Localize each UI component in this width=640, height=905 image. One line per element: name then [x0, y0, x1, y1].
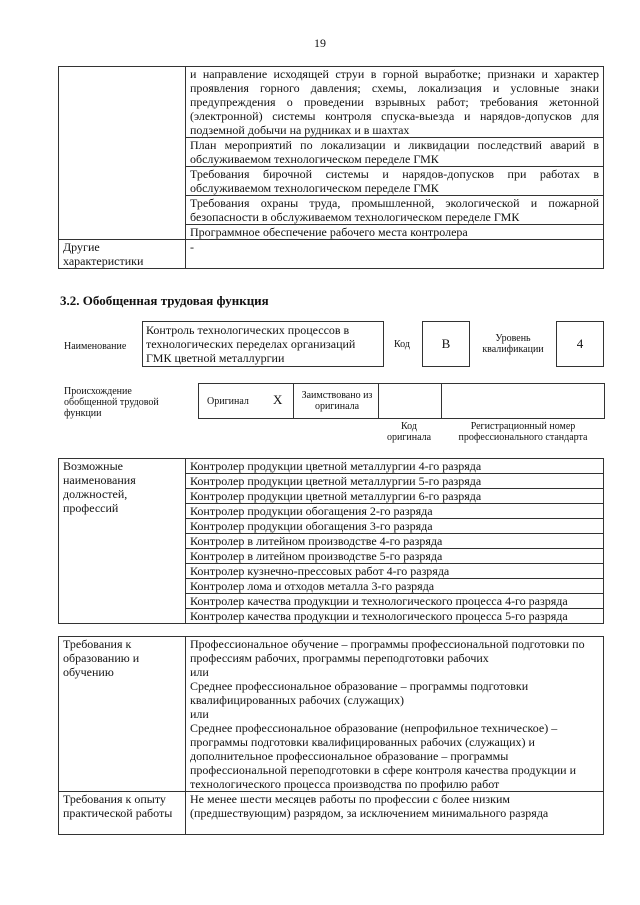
job-titles-table: [58, 458, 604, 624]
reg-number-label: Регистрационный номер профессионального стандарта: [458, 421, 588, 443]
knowledge-row: Требования бирочной системы и нарядов-допусков при работах в обслуживаемом технологическом переделе ГМК: [186, 167, 604, 196]
job-title-item: Контролер в литейном производстве 4-го разряда: [186, 534, 604, 549]
education-cell: [186, 637, 604, 792]
origin-label: Происхождение обобщенной трудовой функции: [64, 386, 159, 419]
education-or-1: или: [190, 665, 209, 679]
job-title-item: Контролер продукции обогащения 3-го разряда: [186, 519, 604, 534]
other-characteristics-value: -: [186, 240, 604, 269]
job-title-item: Контролер в литейном производстве 5-го разряда: [186, 549, 604, 564]
original-mark: X: [273, 392, 283, 407]
original-label: Оригинал: [207, 396, 249, 407]
level-value: 4: [576, 336, 584, 351]
knowledge-table: [58, 66, 604, 269]
requirements-table: [58, 636, 604, 835]
original-box: [198, 383, 294, 419]
education-text-1: Профессиональное обучение – программы профессиональной подготовки по профессиям рабочих, программы переподготовки рабочих: [190, 637, 585, 665]
name-value: Контроль технологических процессов в технологических переделах организаций ГМК цветной металлургии: [146, 323, 356, 365]
section-title: 3.2. Обобщенная трудовая функция: [60, 293, 269, 308]
borrowed-box: [293, 383, 379, 419]
job-title-item: Контролер качества продукции и технологического процесса 4-го разряда: [186, 594, 604, 609]
reg-number-box: [441, 383, 605, 419]
page-number: 19: [314, 36, 326, 50]
knowledge-row: Требования охраны труда, промышленной, экологической и пожарной безопасности в обслуживаемом технологическом переделе ГМК: [186, 196, 604, 225]
code-label: Код: [394, 339, 410, 350]
education-text-3: Среднее профессиональное образование (непрофильное техническое) – программы подготовки квалифицированных рабочих (служащих) и дополнительное профессиональное образование – программы профессиональной переподготовки в сфере контроля качества продукции и технологического процесса производства по профилю работ: [190, 721, 576, 791]
knowledge-row: План мероприятий по локализации и ликвидации последствий аварий в обслуживаемом технологическом переделе ГМК: [186, 138, 604, 167]
job-title-item: Контролер продукции цветной металлургии 6-го разряда: [186, 489, 604, 504]
code-original-label: Код оригинала: [386, 421, 432, 443]
education-label: Требования к образованию и обучению: [59, 637, 186, 792]
level-box: [556, 321, 604, 367]
code-value: B: [441, 336, 451, 351]
other-characteristics-label: Другие характеристики: [59, 240, 186, 269]
level-label: Уровень квалификации: [482, 333, 544, 355]
code-box: [422, 321, 470, 367]
job-titles-label: Возможные наименования должностей, профессий: [59, 459, 186, 624]
education-or-2: или: [190, 707, 209, 721]
code-original-box: [378, 383, 442, 419]
job-title-item: Контролер продукции обогащения 2-го разряда: [186, 504, 604, 519]
education-text-2: Среднее профессиональное образование – программы подготовки квалифицированных рабочих (служащих): [190, 679, 529, 707]
job-title-item: Контролер лома и отходов металла 3-го разряда: [186, 579, 604, 594]
experience-label: Требования к опыту практической работы: [59, 792, 186, 835]
knowledge-row: Программное обеспечение рабочего места контролера: [186, 225, 604, 240]
job-title-item: Контролер кузнечно-прессовых работ 4-го разряда: [186, 564, 604, 579]
job-title-item: Контролер качества продукции и технологического процесса 5-го разряда: [186, 609, 604, 624]
experience-text: Не менее шести месяцев работы по профессии с более низким (предшествующим) разрядом, за исключением минимального разряда: [186, 792, 604, 835]
knowledge-label-cell: [59, 67, 186, 240]
job-title-item: Контролер продукции цветной металлургии 4-го разряда: [186, 459, 604, 474]
name-box: [142, 321, 384, 367]
job-title-item: Контролер продукции цветной металлургии 5-го разряда: [186, 474, 604, 489]
name-label: Наименование: [64, 341, 127, 352]
borrowed-label: Заимствовано из оригинала: [301, 390, 373, 412]
knowledge-row: и направление исходящей струи в горной выработке; признаки и характер проявления горного давления; схемы, локализация и условные знаки предупреждения о проведении взрывных работ; требования жетонной (электронной) системы контроля спуска-выезда и нарядов-допусков для подземной добычи на рудниках и в шахтах: [186, 67, 604, 138]
